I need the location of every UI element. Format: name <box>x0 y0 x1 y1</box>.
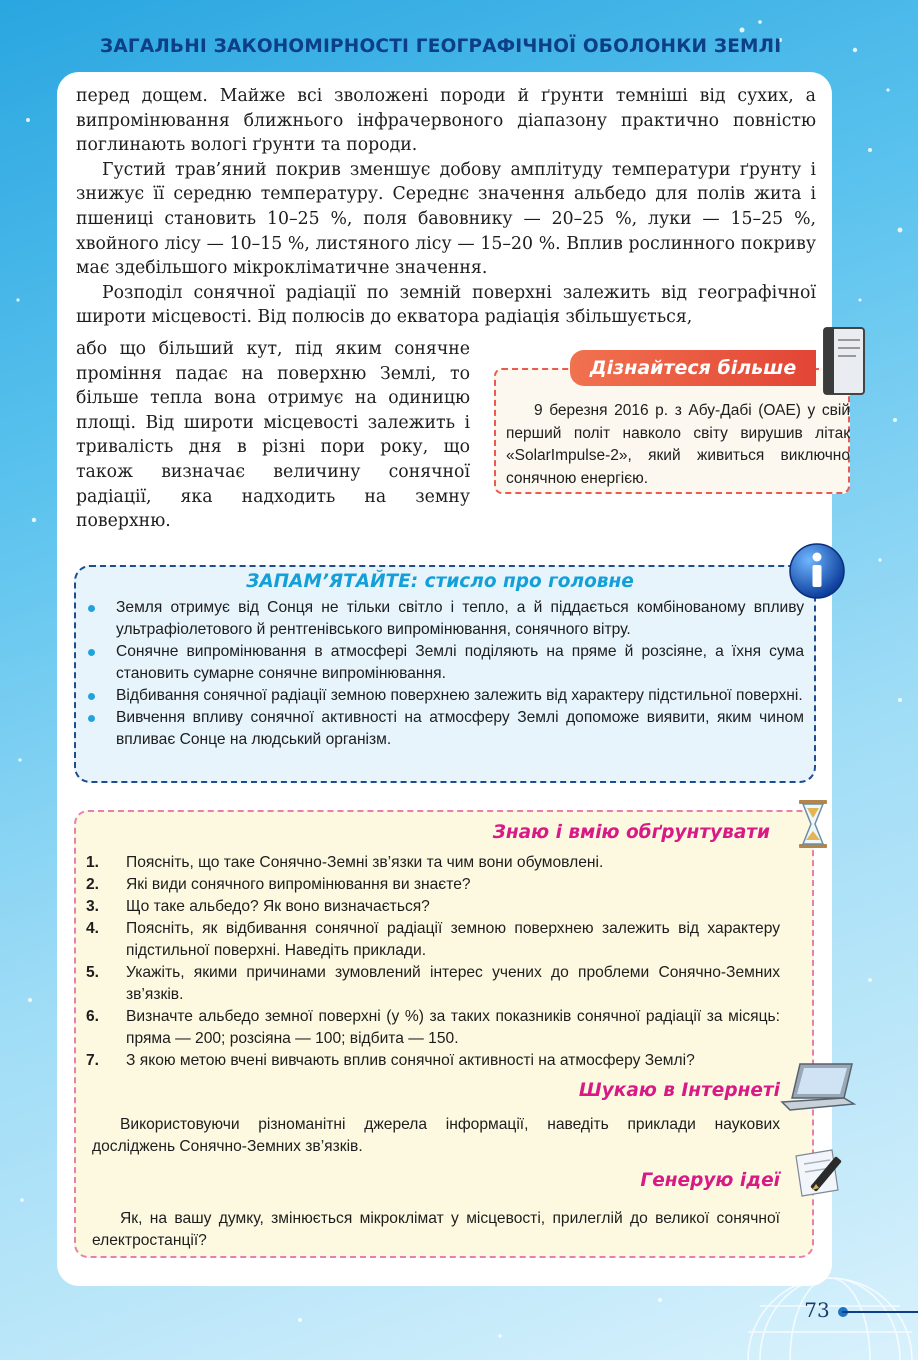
remember-item: Відбивання сонячної радіації земною поверхнею залежить від характеру підстильної поверхні. <box>88 685 804 707</box>
page-number-line <box>842 1311 918 1313</box>
paper-pen-icon <box>792 1146 856 1198</box>
know-title: Знаю і вмію обґрунтувати <box>492 822 770 843</box>
ideas-text <box>92 1208 780 1252</box>
question-number: 3. <box>86 898 100 915</box>
question-text: З якою метою вчені вивчають вплив сонячної активності на атмосферу Землі? <box>126 1052 695 1069</box>
laptop-icon <box>778 1060 858 1116</box>
question-text: Визначте альбедо земної поверхні (у %) за таких показників сонячної радіації за місяць: пряма — 200; розсіяна — 100; відбита — 150. <box>126 1008 780 1047</box>
question-number: 5. <box>86 964 100 981</box>
page-number: 73 <box>804 1298 830 1322</box>
question-number: 4. <box>86 920 100 937</box>
paragraph-3-continuation: або що більший кут, під яким сонячне проміння падає на поверхню Землі, то більше тепла вона отримує на одиницю площі. Від широти місцевості залежить і тривалість дня в різні пори року, що також визначає величину сонячної радіації, яка надходить на земну поверхню. <box>76 339 470 532</box>
question-text: Які види сонячного випромінювання ви знаєте? <box>126 876 471 893</box>
book-icon <box>820 326 868 396</box>
learn-more-title: Дізнайтеся більше <box>570 350 816 386</box>
ideas-title: Генерую ідеї <box>640 1170 780 1191</box>
question-item <box>86 1050 780 1072</box>
question-text: Укажіть, якими причинами зумовлений інтерес учених до проблеми Сонячно-Земних зв’язків. <box>126 964 780 1003</box>
remember-title: ЗАПАМ’ЯТАЙТЕ: стисло про головне <box>246 571 634 592</box>
question-number: 7. <box>86 1052 100 1069</box>
body-text <box>76 84 816 330</box>
internet-text <box>92 1114 780 1158</box>
remember-list <box>88 597 804 751</box>
questions-list <box>86 852 780 1072</box>
question-number: 6. <box>86 1008 100 1025</box>
question-item <box>86 1006 780 1050</box>
paragraph-2: Густий трав’яний покрив зменшує добову амплітуду температури ґрунту і знижує її середню температуру. Середнє значення альбедо для полів жита і пшениці становить 10–25 %, поля бавовнику — 20–25 %, луки — 15–25 %, хвойного лісу — 10–15 %, листяного лісу — 15–20 %. Вплив рослинного покриву має здебільшого мікрокліматичне значення. <box>76 159 816 279</box>
chapter-header: ЗАГАЛЬНІ ЗАКОНОМІРНОСТІ ГЕОГРАФІЧНОЇ ОБОЛОНКИ ЗЕМЛІ <box>100 36 782 57</box>
internet-paragraph: Використовуючи різноманітні джерела інформації, наведіть приклади наукових досліджень Сонячно-Земних зв’язків. <box>92 1116 780 1155</box>
question-text: Поясніть, що таке Сонячно-Земні зв’язки та чим вони обумовлені. <box>126 854 604 871</box>
paragraph-3: Розподіл сонячної радіації по земній поверхні залежить від географічної широти місцевості. Від полюсів до екватора радіація збільшується, <box>76 282 816 328</box>
hourglass-icon <box>796 798 830 850</box>
question-number: 2. <box>86 876 100 893</box>
remember-item: Земля отримує від Сонця не тільки світло і тепло, а й піддається комбінованому впливу ультрафіолетового й рентгенівського випромінювання, сонячного вітру. <box>88 597 804 641</box>
paragraph-1: перед дощем. Майже всі зволожені породи й ґрунти темніші від сухих, а випромінювання ближнього інфрачервоного діапазону практично повністю поглинають вологі ґрунти та породи. <box>76 86 816 156</box>
question-number: 1. <box>86 854 100 871</box>
question-item <box>86 874 780 896</box>
learn-more-text <box>506 400 850 490</box>
internet-title: Шукаю в Інтернеті <box>578 1080 780 1101</box>
question-item <box>86 896 780 918</box>
question-item <box>86 962 780 1006</box>
info-icon <box>788 542 846 600</box>
remember-item: Сонячне випромінювання в атмосфері Землі поділяють на пряме й розсіяне, а їхня сума становить сумарне сонячне випромінювання. <box>88 641 804 685</box>
ideas-paragraph: Як, на вашу думку, змінюється мікроклімат у місцевості, прилеглій до великої сонячної електростанції? <box>92 1210 780 1249</box>
question-item <box>86 852 780 874</box>
learn-more-paragraph: 9 березня 2016 р. з Абу-Дабі (ОАЕ) у свій перший політ навколо світу вирушив літак «SolarImpulse-2», який живиться виключно сонячною енергією. <box>506 402 850 487</box>
question-text: Поясніть, як відбивання сонячної радіації земною поверхнею залежить від характеру підстильної поверхні. Наведіть приклади. <box>126 920 780 959</box>
remember-item: Вивчення впливу сонячної активності на атмосферу Землі допоможе виявити, яким чином впливає Сонце на людський організм. <box>88 707 804 751</box>
question-text: Що таке альбедо? Як воно визначається? <box>126 898 430 915</box>
question-item <box>86 918 780 962</box>
